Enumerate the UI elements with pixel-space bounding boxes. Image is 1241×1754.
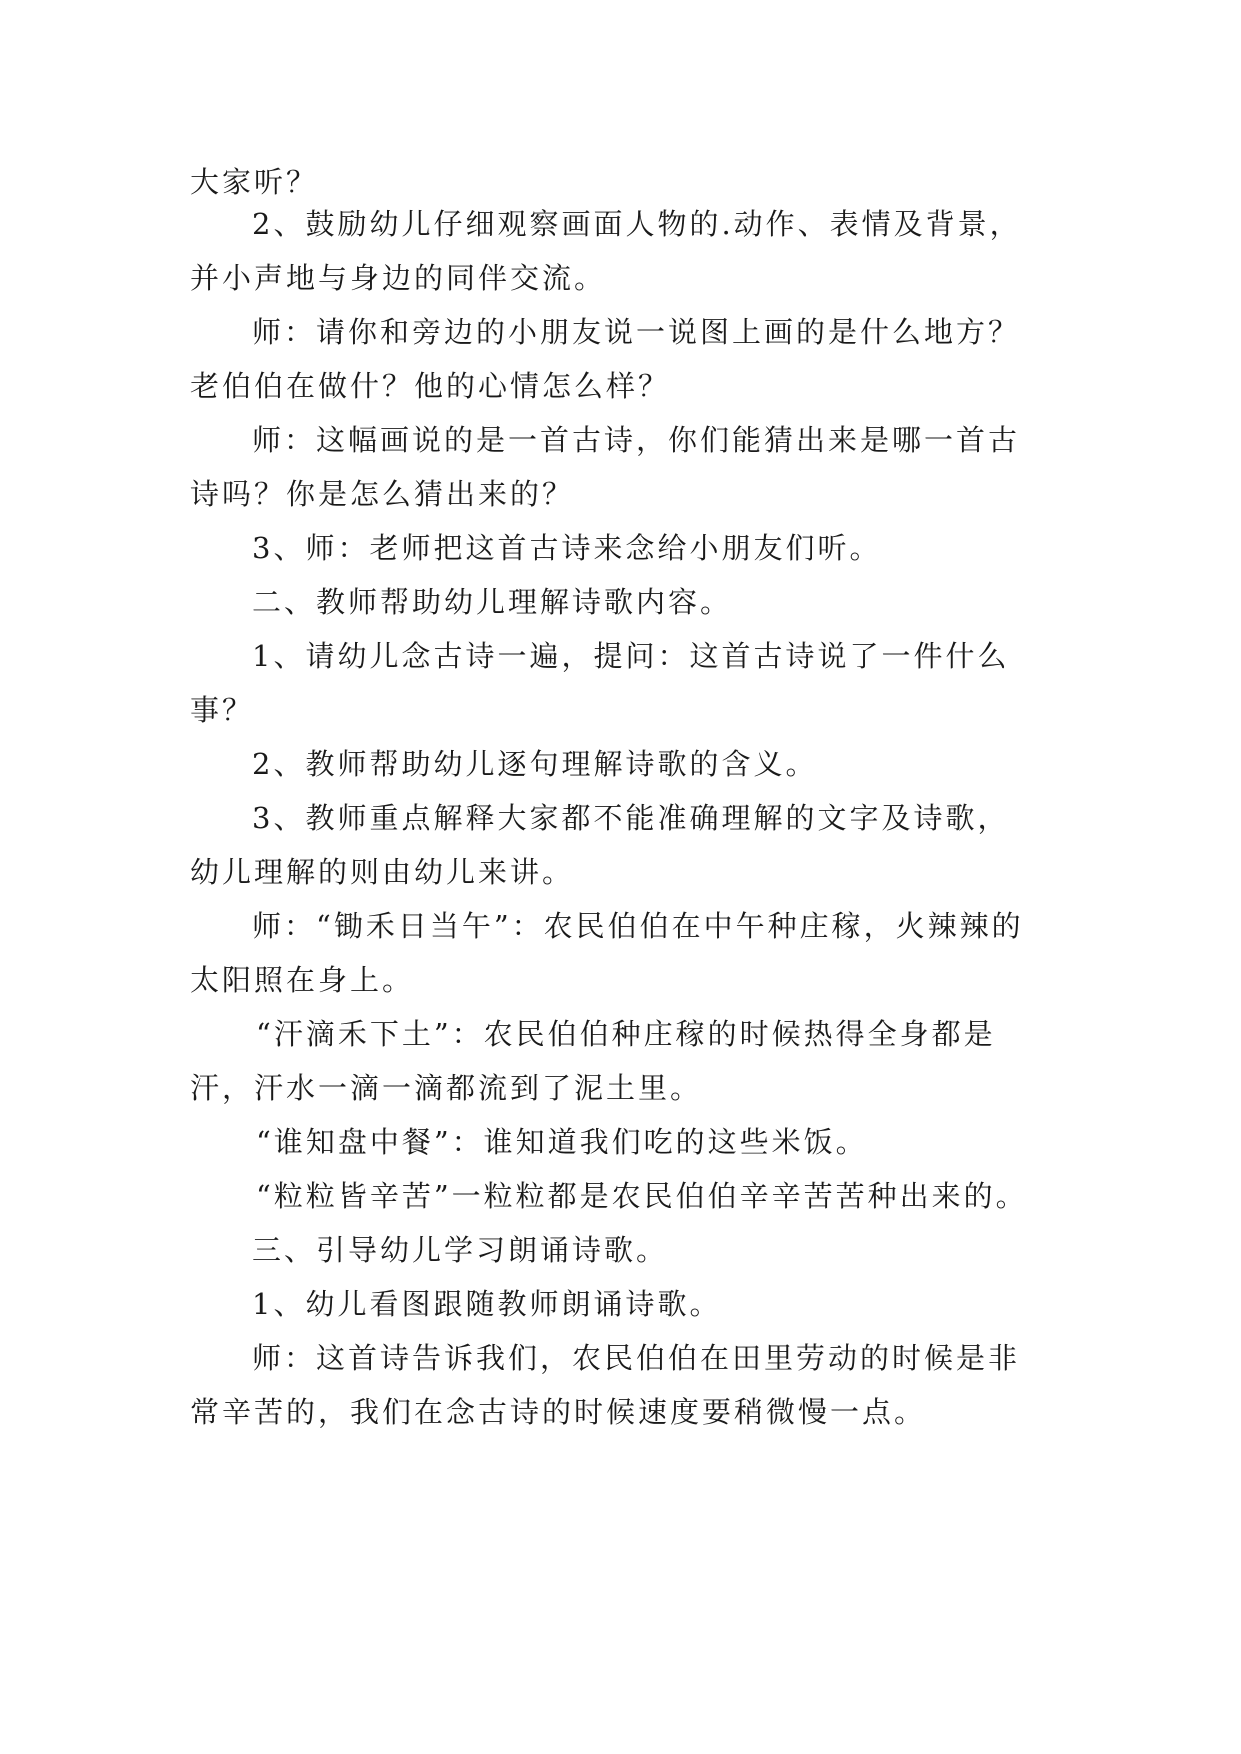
text-line: 师：“锄禾日当午”：农民伯伯在中午种庄稼，火辣辣的 — [252, 909, 1024, 943]
text-line: 师：这首诗告诉我们，农民伯伯在田里劳动的时候是非 — [252, 1341, 1021, 1375]
text-line: 汗，汗水一滴一滴都流到了泥土里。 — [190, 1071, 703, 1105]
text-line: 3、师：老师把这首古诗来念给小朋友们听。 — [252, 531, 882, 565]
text-line: 师：请你和旁边的小朋友说一说图上画的是什么地方？ — [252, 315, 1021, 349]
text-line: “谁知盘中餐”：谁知道我们吃的这些米饭。 — [256, 1125, 868, 1159]
text-line: 1、请幼儿念古诗一遍，提问：这首古诗说了一件什么 — [252, 639, 1010, 673]
text-line: “粒粒皆辛苦”一粒粒都是农民伯伯辛辛苦苦种出来的。 — [256, 1179, 1028, 1213]
text-line: 三、引导幼儿学习朗诵诗歌。 — [252, 1233, 669, 1267]
text-line: 诗吗？你是怎么猜出来的？ — [190, 477, 575, 511]
text-line: 幼儿理解的则由幼儿来讲。 — [190, 855, 575, 889]
text-line: “汗滴禾下土”：农民伯伯种庄稼的时候热得全身都是 — [256, 1017, 996, 1051]
text-line: 常辛苦的，我们在念古诗的时候速度要稍微慢一点。 — [190, 1395, 927, 1429]
text-line: 老伯伯在做什？他的心情怎么样？ — [190, 369, 671, 403]
text-line: 并小声地与身边的同伴交流。 — [190, 261, 607, 295]
text-line: 3、教师重点解释大家都不能准确理解的文字及诗歌， — [252, 801, 1010, 835]
text-line: 1、幼儿看图跟随教师朗诵诗歌。 — [252, 1287, 722, 1321]
text-line: 太阳照在身上。 — [190, 963, 415, 997]
text-line: 大家听？ — [190, 165, 319, 199]
text-line: 二、教师帮助幼儿理解诗歌内容。 — [252, 585, 733, 619]
text-line: 师：这幅画说的是一首古诗，你们能猜出来是哪一首古 — [252, 423, 1021, 457]
text-line: 2、鼓励幼儿仔细观察画面人物的.动作、表情及背景， — [252, 207, 1022, 241]
text-line: 2、教师帮助幼儿逐句理解诗歌的含义。 — [252, 747, 818, 781]
text-line: 事？ — [190, 693, 255, 727]
